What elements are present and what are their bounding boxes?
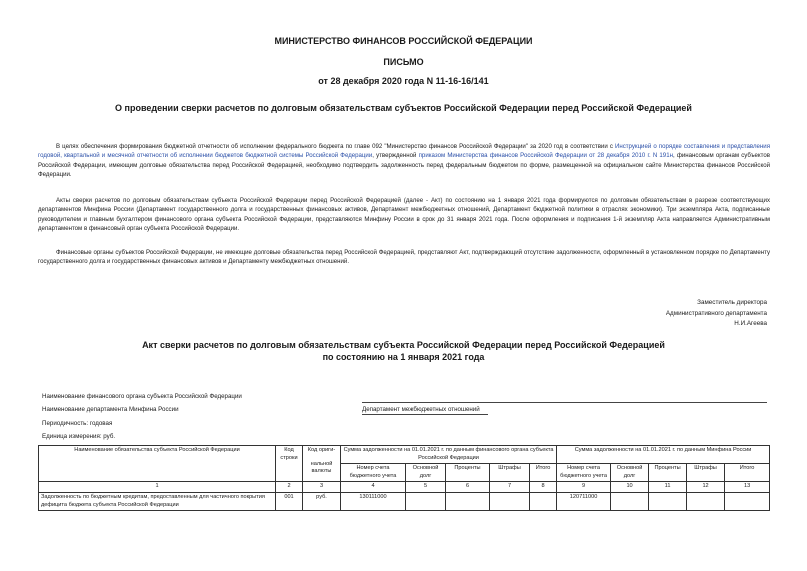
row-total-fin <box>530 492 557 510</box>
header-principal-fin: Основной долг <box>406 464 446 482</box>
signature-block <box>666 298 767 330</box>
header-interest-mf: Проценты <box>649 464 687 482</box>
header-interest-fin: Проценты <box>446 464 490 482</box>
table-row <box>39 492 770 510</box>
col-number: 1 <box>39 482 276 493</box>
col-number: 8 <box>530 482 557 493</box>
header-account-mf: Номер счета бюджетного учета <box>557 464 611 482</box>
header-group-fin-org: Сумма задолженности на 01.01.2021 г. по данным финансового органа субъекта Российской Федерации <box>341 446 557 464</box>
header-currency-code-a: Код ориги- <box>307 447 336 453</box>
col-number: 6 <box>446 482 490 493</box>
act-table <box>38 445 770 511</box>
col-number: 2 <box>276 482 303 493</box>
doc-date-number: от 28 декабря 2020 года N 11-16-16/141 <box>318 76 489 86</box>
fin-org-line <box>362 402 767 403</box>
header-line-code: Код строки <box>276 446 303 482</box>
header-total-fin: Итого <box>530 464 557 482</box>
row-fines-mf <box>687 492 725 510</box>
header-fines-fin: Штрафы <box>490 464 530 482</box>
table-column-numbers-row <box>39 482 770 493</box>
row-principal-fin <box>406 492 446 510</box>
paragraph-1 <box>38 142 770 180</box>
order-link[interactable]: приказом Министерства финансов Российской Федерации от 28 декабря 2010 г. N 191н <box>418 152 673 160</box>
instruction-link[interactable]: Инструкцией о порядке составления и представления годовой, квартальной и месячной отчетности об исполнении бюджетов бюджетной системы Российской Федерации <box>38 143 770 160</box>
col-number: 11 <box>649 482 687 493</box>
row-interest-mf <box>649 492 687 510</box>
row-total-mf <box>725 492 770 510</box>
doc-type: ПИСЬМО <box>383 57 424 67</box>
row-account-mf: 120711000 <box>557 492 611 510</box>
col-number: 5 <box>406 482 446 493</box>
department-label: Наименование департамента Минфина России <box>42 406 179 413</box>
row-line-code: 001 <box>276 492 303 510</box>
header-obligation-name: Наименование обязательства субъекта Российской Федерации <box>39 446 276 482</box>
signature-name: Н.И.Агеева <box>734 320 767 327</box>
header-fines-mf: Штрафы <box>687 464 725 482</box>
paragraph-1-text-c: , финансовым органам субъектов Российской Федерации, имеющим долговые обязательства перед Российской Федерацией, необходимо подтвердить задолженность перед федеральным бюджетом по форме, размещенной на официальном сайте Министерства финансов Российской Федерации. <box>38 152 770 179</box>
act-title: Акт сверки расчетов по долговым обязательствам субъекта Российской Федерации перед Российской Федерацией <box>142 340 665 350</box>
row-fines-fin <box>490 492 530 510</box>
row-currency: руб. <box>303 492 341 510</box>
unit-of-measure: Единица измерения: руб. <box>42 433 116 440</box>
header-account-fin: Номер счета бюджетного учета <box>341 464 406 482</box>
col-number: 7 <box>490 482 530 493</box>
row-principal-mf <box>611 492 649 510</box>
header-principal-mf: Основной долг <box>611 464 649 482</box>
header-currency-code-b: нальной валюты <box>310 460 333 475</box>
periodicity: Периодичность: годовая <box>42 420 113 427</box>
paragraph-3: Финансовые органы субъектов Российской Федерации, не имеющие долговые обязательства перед Российской Федерацией, представляют Акт, подтверждающий отсутствие задолженности, оформленный в установленном порядке по Департаменту государственного долга и государственных финансовых активов и Департаменту межбюджетных отношений. <box>38 249 770 266</box>
table-header-row-1 <box>39 446 770 464</box>
signature-position: Заместитель директора <box>697 299 767 306</box>
doc-subject: О проведении сверки расчетов по долговым обязательствам субъектов Российской Федерации перед Российской Федерацией <box>115 103 692 113</box>
paragraph-2: Акты сверки расчетов по долговым обязательствам субъекта Российской Федерации перед Российской Федерацией (далее - Акт) по состоянию на 1 января 2021 года формируются по долговым обязательствам в разрезе соответствующих департаментов Минфина России (Департамент государственного долга и государственных финансовых активов, Департамент межбюджетных отношений, Департамент бюджетной политики в отраслях экономики). Три экземпляра Акта, подписанные руководителем и главным бухгалтером финансового органа субъекта Российской Федерации, представляются Минфину России в срок до 31 января 2021 года. После оформления и подписания 1-й экземпляр Акта направляется Административным департаментом в финансовый орган субъекта Российской Федерации. <box>38 197 770 233</box>
row-account-fin: 130111000 <box>341 492 406 510</box>
col-number: 9 <box>557 482 611 493</box>
header-currency-code <box>303 446 341 482</box>
col-number: 13 <box>725 482 770 493</box>
row-interest-fin <box>446 492 490 510</box>
header-total-mf: Итого <box>725 464 770 482</box>
act-date: по состоянию на 1 января 2021 года <box>322 352 485 362</box>
row-obligation-name: Задолженность по бюджетным кредитам, предоставленным для частичного покрытия дефицита бюджета субъекта Российской Федерации <box>39 492 276 510</box>
paragraph-1-text-b: , утвержденной <box>372 152 419 160</box>
department-value: Департамент межбюджетных отношений <box>362 406 480 413</box>
col-number: 4 <box>341 482 406 493</box>
ministry-name: МИНИСТЕРСТВО ФИНАНСОВ РОССИЙСКОЙ ФЕДЕРАЦИИ <box>274 36 533 46</box>
fin-org-label: Наименование финансового органа субъекта Российской Федерации <box>42 393 242 400</box>
col-number: 12 <box>687 482 725 493</box>
header-group-minfin: Сумма задолженности на 01.01.2021 г. по данным Минфина России <box>557 446 770 464</box>
paragraph-1-text-a: В целях обеспечения формирования бюджетной отчетности об исполнении федерального бюджета по главе 092 "Министерство финансов Российской Федерации" за 2020 год в соответствии с <box>56 143 615 150</box>
col-number: 3 <box>303 482 341 493</box>
department-line <box>362 414 488 415</box>
col-number: 10 <box>611 482 649 493</box>
signature-department: Административного департамента <box>665 309 767 317</box>
